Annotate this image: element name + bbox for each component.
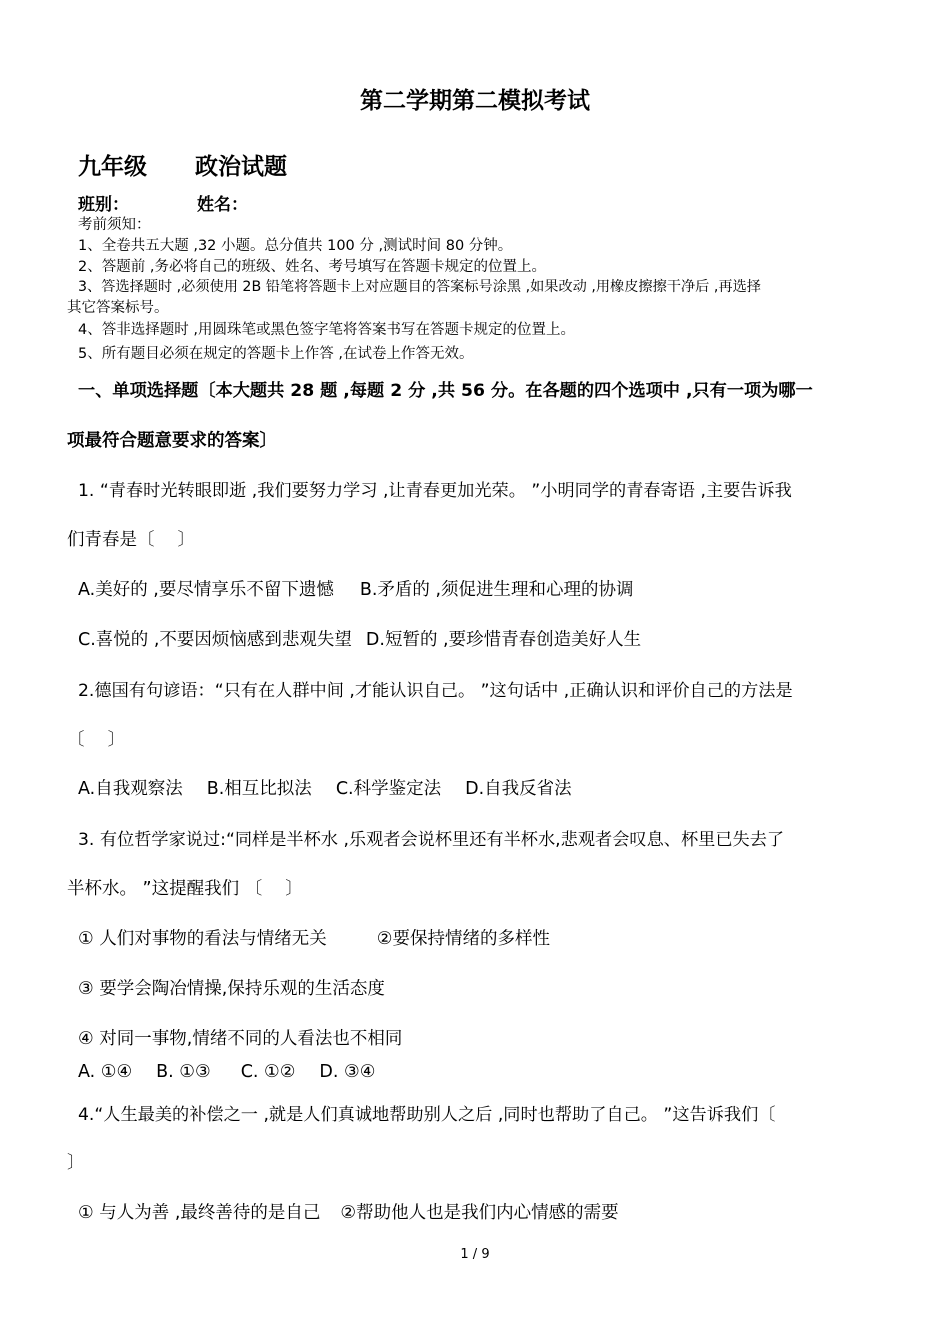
option-b: B. ①③ — [156, 1062, 211, 1082]
question-3-statements-12 — [78, 925, 550, 950]
page-number: 1 / 9 — [460, 1247, 490, 1262]
exam-subtitle — [78, 148, 287, 181]
note-3-cont: 其它答案标号。 — [67, 300, 169, 316]
option-c: C. ①② — [240, 1062, 296, 1082]
option-a: A. ①④ — [78, 1062, 133, 1082]
question-2-stem-cont: 〔 〕 — [67, 730, 126, 750]
option-a: A.自我观察法 — [78, 779, 183, 799]
option-d: D.短暂的 ,要珍惜青春创造美好人生 — [365, 630, 642, 650]
note-1: 1、全卷共五大题 ,32 小题。总分值共 100 分 ,测试时间 80 分钟。 — [78, 238, 513, 254]
question-1-options-ab — [78, 576, 634, 601]
statement-1: ① 与人为善 ,最终善待的是自己 — [78, 1203, 321, 1223]
option-c: C.科学鉴定法 — [335, 779, 442, 799]
class-label: 班别： — [78, 195, 129, 215]
grade-label: 九年级 — [78, 154, 147, 180]
name-label: 姓名： — [197, 195, 248, 215]
question-1-stem: 1. “青春时光转眼即逝 ,我们要努力学习 ,让青春更加光荣。 ”小明同学的青春寄语 ,主要告诉我 — [78, 481, 792, 501]
option-d: D.自我反省法 — [465, 779, 572, 799]
section-heading: 一、单项选择题〔本大题共 28 题 ,每题 2 分 ,共 56 分。在各题的四个选项中 ,只有一项为哪一 — [78, 381, 813, 401]
question-2-options — [78, 775, 572, 800]
subject-label: 政治试题 — [195, 154, 287, 180]
statement-4: ④ 对同一事物,情绪不同的人看法也不相同 — [78, 1029, 403, 1049]
option-b: B.相互比拟法 — [206, 779, 312, 799]
question-1-stem-cont: 们青春是〔 〕 — [67, 530, 196, 550]
student-info — [78, 190, 248, 215]
option-b: B.矛盾的 ,须促进生理和心理的协调 — [359, 580, 634, 600]
question-3-options — [78, 1062, 375, 1082]
note-5: 5、所有题目必须在规定的答题卡上作答 ,在试卷上作答无效。 — [78, 346, 474, 362]
question-4-stem: 4.“人生最美的补偿之一 ,就是人们真诚地帮助别人之后 ,同时也帮助了自己。 ”这告诉我们〔 — [78, 1105, 776, 1125]
statement-1: ① 人们对事物的看法与情绪无关 — [78, 929, 327, 949]
question-3-stem: 3. 有位哲学家说过:“同样是半杯水 ,乐观者会说杯里还有半杯水,悲观者会叹息、杯里已失去了 — [78, 830, 785, 850]
section-heading-cont: 项最符合题意要求的答案〕 — [67, 431, 277, 451]
notes-heading: 考前须知： — [78, 217, 151, 233]
note-3: 3、答选择题时 ,必须使用 2B 铅笔将答题卡上对应题目的答案标号涂黑 ,如果改动 ,用橡皮擦擦干净后 ,再选择 — [78, 279, 761, 295]
option-a: A.美好的 ,要尽情享乐不留下遗憾 — [78, 580, 334, 600]
question-3-stem-cont: 半杯水。 ”这提醒我们 〔 〕 — [67, 879, 303, 899]
option-d: D. ③④ — [319, 1062, 376, 1082]
question-4-stem-cont: 〕 — [67, 1153, 85, 1173]
page-title: 第二学期第二模拟考试 — [360, 88, 590, 114]
statement-3: ③ 要学会陶冶情操,保持乐观的生活态度 — [78, 979, 385, 999]
question-4-statements — [78, 1199, 619, 1224]
question-1-options-cd — [78, 626, 641, 651]
note-2: 2、答题前 ,务必将自己的班级、姓名、考号填写在答题卡规定的位置上。 — [78, 259, 546, 275]
question-2-stem: 2.德国有句谚语：“只有在人群中间 ,才能认识自己。 ”这句话中 ,正确认识和评价自己的方法是 — [78, 681, 793, 701]
note-4: 4、答非选择题时 ,用圆珠笔或黑色签字笔将答案书写在答题卡规定的位置上。 — [78, 322, 575, 338]
statement-2: ②要保持情绪的多样性 — [376, 929, 550, 949]
option-c: C.喜悦的 ,不要因烦恼感到悲观失望 — [78, 630, 352, 650]
statement-2: ②帮助他人也是我们内心情感的需要 — [340, 1203, 619, 1223]
